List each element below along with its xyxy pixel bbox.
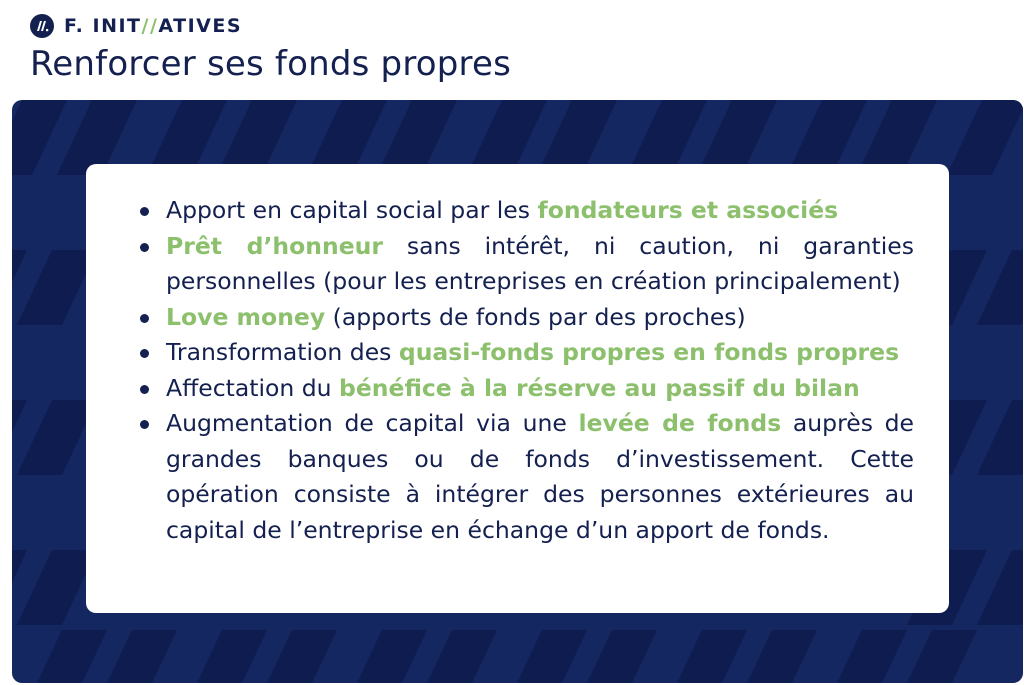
item-highlight: fondateurs et associés: [537, 196, 839, 224]
brand-name-prefix: F. INIT: [64, 15, 142, 37]
item-text: Augmentation de capital via une: [166, 409, 579, 437]
list-item: [166, 229, 914, 300]
list-item: [166, 300, 914, 336]
brand-name-suffix: ATIVES: [158, 15, 243, 37]
header: [30, 14, 511, 84]
background-panel: [12, 100, 1023, 683]
item-highlight: levée de fonds: [578, 409, 782, 437]
content-card: [86, 164, 949, 613]
item-highlight: Prêt d’honneur: [166, 231, 383, 260]
item-text: (apports de fonds par des proches): [325, 302, 746, 331]
item-text: Affectation du: [166, 373, 340, 402]
page-title: Renforcer ses fonds propres: [30, 44, 512, 84]
item-text: sans intérêt, ni caution, ni garanties personnelles (pour les entreprises en création principalement): [166, 231, 915, 295]
list-item: [166, 406, 914, 548]
item-highlight: quasi-fonds propres en fonds propres: [398, 338, 900, 366]
item-highlight: Love money: [166, 302, 326, 331]
item-text: Transformation des: [166, 338, 399, 366]
item-highlight: bénéfice à la réserve au passif du bilan: [339, 373, 860, 402]
item-text-after: auprès de grandes banques ou de fonds d’investissement. Cette opération consiste à intégrer des personnes extérieures au capital de l’entreprise en échange d’un apport de fonds.: [166, 409, 915, 544]
brand-name: [64, 15, 242, 37]
brand-name-mark: //: [141, 15, 159, 37]
bullet-list: [166, 193, 914, 548]
item-text: Apport en capital social par les: [166, 196, 538, 224]
list-item: [166, 371, 914, 407]
list-item: [166, 193, 914, 229]
brand: [30, 14, 511, 38]
double-slash-logo-icon: [30, 14, 54, 38]
list-item: [166, 335, 914, 371]
